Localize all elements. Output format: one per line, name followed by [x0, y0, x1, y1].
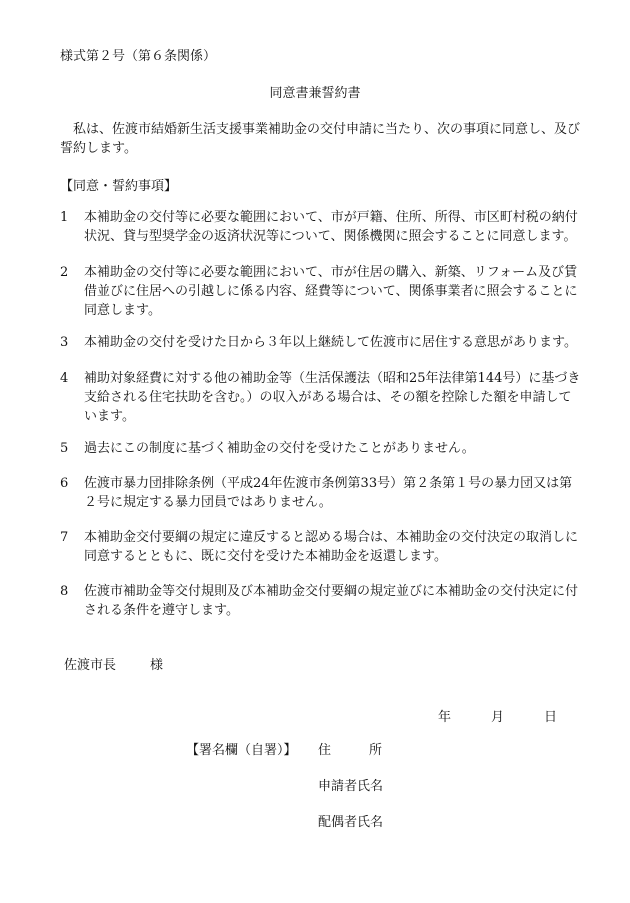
consent-item-7	[60, 528, 582, 566]
consent-item-4	[60, 369, 582, 426]
item-text: 本補助金の交付を受けた日から３年以上継続して佐渡市に居住する意思があります。	[84, 335, 577, 350]
address-label-part-1: 住	[318, 743, 332, 758]
signature-address-label	[318, 741, 382, 760]
addressee-honorific: 様	[150, 658, 164, 673]
signature-applicant-label: 申請者氏名	[318, 779, 384, 794]
addressee	[64, 656, 163, 675]
item-number: 6	[60, 476, 69, 491]
item-text: 本補助金の交付等に必要な範囲において、市が住居の購入、新築、リフォーム及び賃借並びに住居への引越しに係る内容、経費等について、関係事業者に照会することに同意します。	[84, 265, 578, 318]
date-line	[438, 708, 557, 727]
item-text: 補助対象経費に対する他の補助金等（生活保護法（昭和25年法律第144号）に基づき支給される住宅扶助を含む。）の収入がある場合は、その額を控除した額を申請しています。	[84, 371, 581, 424]
section-heading: 【同意・誓約事項】	[60, 179, 178, 194]
date-day-label: 日	[544, 710, 558, 725]
consent-item-6	[60, 474, 582, 512]
item-number: 3	[60, 335, 69, 350]
intro-paragraph: 私は、佐渡市結婚新生活支援事業補助金の交付申請に当たり、次の事項に同意し、及び誓約します。	[60, 122, 581, 156]
item-text: 過去にこの制度に基づく補助金の交付を受けたことがありません。	[84, 441, 475, 456]
consent-item-8	[60, 582, 582, 620]
consent-item-5	[60, 439, 582, 458]
consent-item-1	[60, 208, 582, 246]
document-title: 同意書兼誓約書	[269, 86, 361, 101]
consent-item-3	[60, 333, 582, 352]
item-text: 本補助金の交付等に必要な範囲において、市が戸籍、住所、所得、市区町村税の納付状況、貸与型奨学金の返済状況等について、関係機関に照会することに同意します。	[84, 210, 578, 244]
signature-heading: 【署名欄（自署）】	[186, 743, 297, 758]
addressee-name: 佐渡市長	[64, 658, 117, 673]
signature-spouse-label: 配偶者氏名	[318, 815, 384, 830]
item-number: 2	[60, 265, 69, 280]
date-year-label: 年	[438, 710, 452, 725]
item-number: 8	[60, 584, 69, 599]
item-number: 4	[60, 371, 69, 386]
item-number: 7	[60, 530, 69, 545]
item-text: 本補助金交付要綱の規定に違反すると認める場合は、本補助金の交付決定の取消しに同意するとともに、既に交付を受けた本補助金を返還します。	[84, 530, 579, 564]
form-number: 様式第２号（第６条関係）	[60, 49, 217, 64]
item-number: 1	[60, 210, 69, 225]
item-text: 佐渡市補助金等交付規則及び本補助金交付要綱の規定並びに本補助金の交付決定に付される条件を遵守します。	[84, 584, 579, 618]
item-text: 佐渡市暴力団排除条例（平成24年佐渡市条例第33号）第２条第１号の暴力団又は第２号に規定する暴力団員ではありません。	[84, 476, 573, 510]
address-label-part-2: 所	[369, 743, 383, 758]
date-month-label: 月	[491, 710, 505, 725]
item-number: 5	[60, 441, 69, 456]
consent-item-2	[60, 263, 582, 320]
